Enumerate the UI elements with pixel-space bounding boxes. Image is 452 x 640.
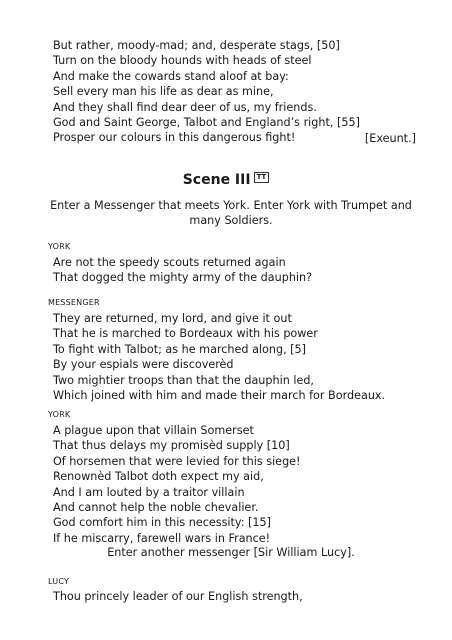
verse-line: That dogged the mighty army of the dauphin? <box>53 271 313 285</box>
verse-line: By your espials were discoverèd <box>53 358 234 372</box>
verse-line: Sell every man his life as dear as mine, <box>53 85 274 99</box>
verse-line: And I am louted by a traitor villain <box>53 485 245 499</box>
speech-lucy <box>53 589 433 604</box>
verse-line: But rather, moody-mad; and, desperate stags, [50] <box>53 39 340 52</box>
verse-line: Turn on the bloody hounds with heads of steel <box>53 54 312 68</box>
scene-heading <box>0 171 452 189</box>
verse-line: And make the cowards stand aloof at bay: <box>53 69 289 83</box>
verse-line: Of horsemen that were levied for this siege! <box>53 454 301 468</box>
verse-line: Prosper our colours in this dangerous fight! <box>53 131 296 145</box>
verse-line: Two mightier troops than that the dauphin led, <box>53 373 314 387</box>
verse-block-opening <box>53 38 433 146</box>
verse-line: Which joined with him and made their march for Bordeaux. <box>53 388 386 402</box>
verse-line: They are returned, my lord, and give it out <box>53 312 292 325</box>
verse-line: To fight with Talbot; as he marched along, [5] <box>53 342 307 356</box>
verse-line: Are not the speedy scouts returned again <box>53 256 286 269</box>
speech-york-second <box>53 423 433 546</box>
verse-line: God and Saint George, Talbot and England’s right, [55] <box>53 115 360 129</box>
verse-line: A plague upon that villain Somerset <box>53 424 254 437</box>
speech-messenger <box>53 311 433 403</box>
stage-direction-entry: Enter a Messenger that meets York. Enter York with Trumpet and many Soldiers. <box>50 199 412 228</box>
stage-direction-lucy-entry: Enter another messenger [Sir William Lucy]. <box>107 546 355 559</box>
verse-line: If he miscarry, farewell wars in France! <box>53 531 271 545</box>
speaker-name: MESSENGER <box>48 298 100 307</box>
verse-line: And they shall find dear deer of us, my friends. <box>53 100 317 114</box>
verse-line: Renownèd Talbot doth expect my aid, <box>53 470 264 484</box>
speaker-name: YORK <box>48 242 71 251</box>
verse-line: That thus delays my promisèd supply [10] <box>53 439 290 453</box>
translation-badge-icon[interactable]: TT <box>254 172 270 183</box>
speech-york <box>53 255 433 286</box>
verse-line: God comfort him in this necessity: [15] <box>53 516 272 530</box>
scene-title: Scene III <box>182 172 251 188</box>
verse-line: Thou princely leader of our English strength, <box>53 590 303 603</box>
stage-direction-exeunt: [Exeunt.] <box>364 132 416 145</box>
speaker-name: YORK <box>48 410 71 419</box>
verse-line: And cannot help the noble chevalier. <box>53 500 259 514</box>
verse-line: That he is marched to Bordeaux with his power <box>53 327 318 341</box>
speaker-name: LUCY <box>48 577 70 586</box>
